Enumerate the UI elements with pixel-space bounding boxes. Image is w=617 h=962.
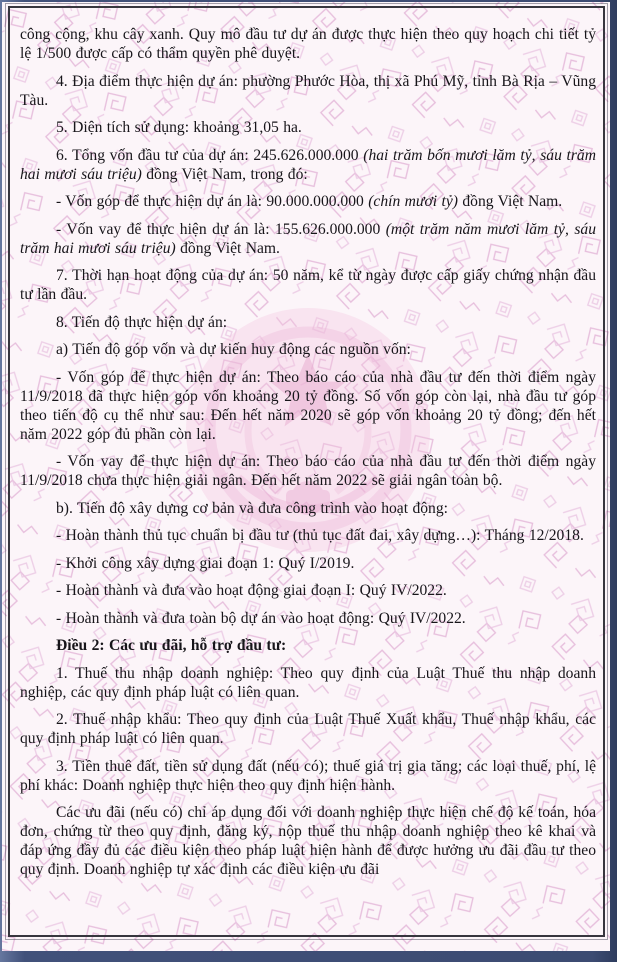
article2-incentive-conditions-text: Các ưu đãi (nếu có) chỉ áp dụng đối với doanh nghiệp thực hiện chế độ kế toán, hóa đơn, chứng từ theo quy định, đăng ký, nộp thuế thu nhập doanh nghiệp theo kê khai và đáp ứng đầy đủ các điều kiện theo pháp luật hiện hành để được hưởng ưu đãi đầu tư theo quy định. Doanh nghiệp tự xác định các điều kiện ưu đãi	[20, 804, 596, 878]
clause-8a-equity-progress-text: - Vốn góp để thực hiện dự án: Theo báo cáo của nhà đầu tư đến thời điểm ngày 11/9/2018 đã thực hiện góp vốn khoảng 20 tỷ đồng. Số vốn góp còn lại, nhà đầu tư góp theo tiến độ cụ thể như sau: Đến hết năm 2020 sẽ góp vốn khoảng 20 tỷ đồng; đến hết năm 2022 góp đủ phần còn lại.	[20, 368, 596, 443]
clause-8b-phase1-complete	[20, 581, 596, 600]
clause-8b-construction-schedule	[20, 499, 596, 518]
clause-8b-phase1-start-text: - Khởi công xây dựng giai đoạn 1: Quý I/2019.	[56, 554, 355, 572]
article2-3-land-rent	[20, 757, 596, 795]
clause-continuation	[20, 25, 596, 63]
clause-6-total-capital	[20, 146, 596, 184]
clause-8b-construction-schedule-text: b). Tiến độ xây dựng cơ bản và đưa công trình vào hoạt động:	[56, 499, 448, 517]
clause-6-total-capital-text: 6. Tổng vốn đầu tư của dự án: 245.626.000.000	[56, 146, 364, 164]
clause-6-loan-capital-text: - Vốn vay để thực hiện dự án là: 155.626.000.000	[56, 220, 386, 238]
clause-8a-loan-progress	[20, 452, 596, 490]
clause-8a-capital-schedule-text: a) Tiến độ góp vốn và dự kiến huy động các nguồn vốn:	[56, 341, 411, 358]
clause-4-location-text: 4. Địa điểm thực hiện dự án: phường Phước Hòa, thị xã Phú Mỹ, tỉnh Bà Rịa – Vũng Tàu.	[20, 72, 596, 109]
document-body	[20, 25, 596, 888]
clause-8b-full-complete-text: - Hoàn thành và đưa toàn bộ dự án vào hoạt động: Quý IV/2022.	[56, 609, 466, 627]
clause-8a-capital-schedule	[20, 340, 596, 359]
clause-7-duration-text: 7. Thời hạn hoạt động của dự án: 50 năm, kể từ ngày được cấp giấy chứng nhận đầu tư lần đầu.	[20, 267, 596, 303]
clause-6-loan-capital-text: (một trăm năm mươi lăm tỷ, sáu trăm hai mươi sáu triệu)	[20, 220, 596, 257]
clause-6-equity-capital-text: - Vốn góp để thực hiện dự án là: 90.000.000.000	[56, 193, 369, 210]
clause-8b-preparation-text: - Hoàn thành thủ tục chuẩn bị đầu tư (thủ tục đất đai, xây dựng…): Tháng 12/2018.	[56, 527, 584, 544]
clause-8a-equity-progress	[20, 368, 596, 444]
clause-8-schedule	[20, 313, 596, 332]
clause-7-duration	[20, 266, 596, 304]
clause-6-equity-capital-text: đồng Việt Nam.	[457, 193, 563, 210]
clause-6-equity-capital	[20, 192, 596, 211]
article2-1-corporate-income-tax	[20, 664, 596, 702]
clause-8b-phase1-start	[20, 554, 596, 573]
clause-6-loan-capital-text: đồng Việt Nam.	[175, 239, 280, 257]
clause-6-total-capital-text: (hai trăm bốn mươi lăm tỷ, sáu trăm hai mươi sáu triệu)	[20, 146, 596, 183]
article-2-heading	[20, 636, 596, 655]
clause-8b-full-complete	[20, 609, 596, 628]
article2-2-import-tax	[20, 710, 596, 748]
clause-6-total-capital-text: đồng Việt Nam, trong đó:	[141, 165, 308, 183]
article2-1-corporate-income-tax-text: 1. Thuế thu nhập doanh nghiệp: Theo quy định của Luật Thuế thu nhập doanh nghiệp, các quy định pháp luật có liên quan.	[20, 664, 596, 701]
article2-2-import-tax-text: 2. Thuế nhập khẩu: Theo quy định của Luật Thuế Xuất khẩu, Thuế nhập khẩu, các quy định pháp luật có liên quan.	[20, 711, 596, 747]
clause-8a-loan-progress-text: - Vốn vay để thực hiện dự án: Theo báo cáo của nhà đầu tư đến thời điểm ngày 11/9/2018 chưa thực hiện giải ngân. Đến hết năm 2022 sẽ giải ngân toàn bộ.	[20, 453, 596, 489]
clause-6-loan-capital	[20, 220, 596, 258]
clause-8b-phase1-complete-text: - Hoàn thành và đưa vào hoạt động giai đoạn I: Quý IV/2022.	[56, 582, 447, 599]
clause-5-area	[20, 118, 596, 137]
clause-8-schedule-text: 8. Tiến độ thực hiện dự án:	[56, 313, 228, 331]
clause-5-area-text: 5. Diện tích sử dụng: khoảng 31,05 ha.	[56, 119, 302, 136]
clause-4-location	[20, 72, 596, 110]
clause-continuation-text: công cộng, khu cây xanh. Quy mô đầu tư dự án được thực hiện theo quy hoạch chi tiết tỷ lệ 1/500 được cấp có thẩm quyền phê duyệt.	[20, 26, 596, 62]
clause-8b-preparation	[20, 526, 596, 545]
article-2-heading-text: Điều 2: Các ưu đãi, hỗ trợ đầu tư:	[56, 637, 287, 654]
clause-6-equity-capital-text: (chín mươi tỷ)	[368, 193, 458, 210]
article2-3-land-rent-text: 3. Tiền thuê đất, tiền sử dụng đất (nếu có); thuế giá trị gia tăng; các loại thuế, phí, lệ phí khác: Doanh nghiệp thực hiện theo quy định hiện hành.	[20, 757, 596, 794]
article2-incentive-conditions	[20, 803, 596, 879]
